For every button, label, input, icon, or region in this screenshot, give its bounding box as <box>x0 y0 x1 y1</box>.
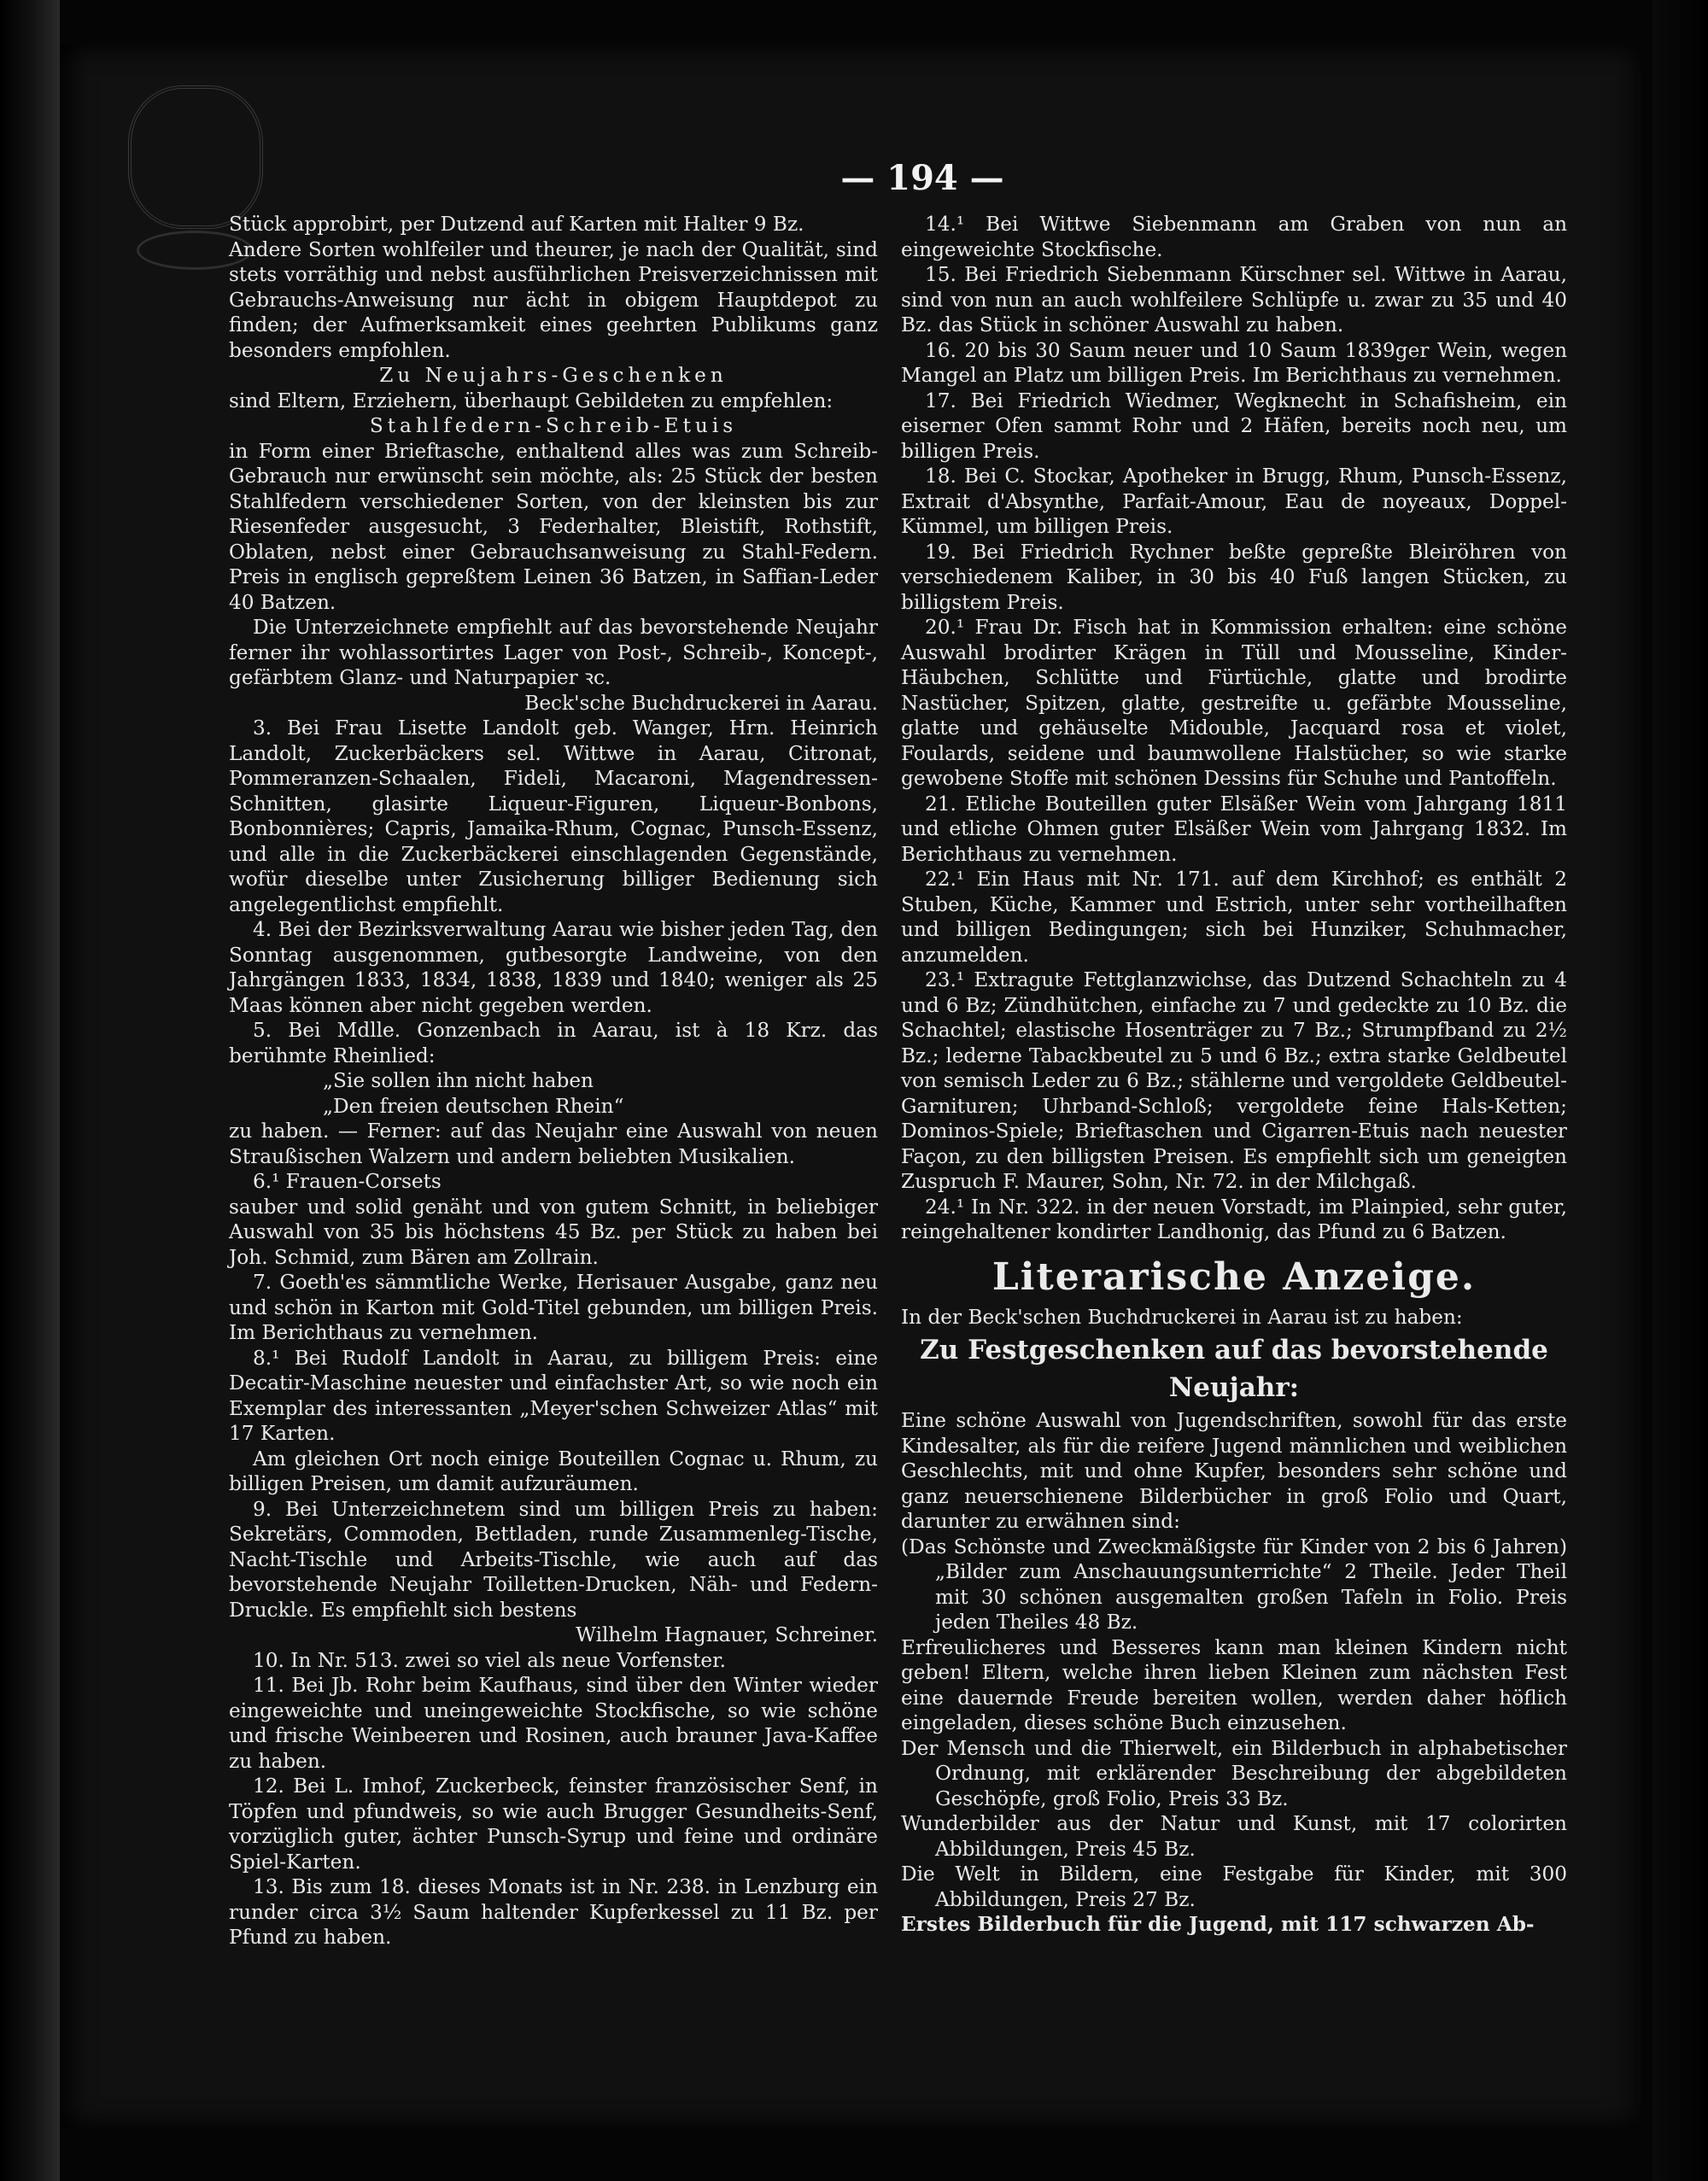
paragraph: sauber und solid genäht und von gutem Schnitt, in beliebiger Auswahl von 35 bis höchstens 45 Bz. per Stück zu haben bei Joh. Schmid, zum Bären am Zollrain. <box>229 1195 878 1269</box>
paragraph: 8.¹ Bei Rudolf Landolt in Aarau, zu billigem Preis: eine Decatir-Maschine neuester und einfachster Art, so wie noch ein Exemplar des interessanten „Meyer'schen Schweizer Atlas“ mit 17 Karten. <box>229 1346 878 1445</box>
paragraph: 12. Bei L. Imhof, Zuckerbeck, feinster französischer Senf, in Töpfen und pfundweis, so wie auch Brugger Gesundheits-Senf, vorzüglich guter, ächter Punsch-Syrup und feine und ordinäre Spiel-Karten. <box>229 1775 878 1874</box>
literary-intro: In der Beck'schen Buchdruckerei in Aarau ist zu haben: <box>901 1305 1463 1329</box>
paragraph: Beck'sche Buchdruckerei in Aarau. <box>524 691 878 715</box>
paragraph: 16. 20 bis 30 Saum neuer und 10 Saum 1839ger Wein, wegen Mangel an Platz um billigen Preis. Im Berichthaus zu vernehmen. <box>901 338 1567 387</box>
paragraph: 5. Bei Mdlle. Gonzenbach in Aarau, ist à 18 Krz. das berühmte Rheinlied: <box>229 1019 878 1067</box>
paragraph: zu haben. — Ferner: auf das Neujahr eine Auswahl von neuen Straußischen Walzern und andern beliebten Musikalien. <box>229 1120 878 1168</box>
page-number: — 194 — <box>840 158 1004 198</box>
paragraph: 9. Bei Unterzeichnetem sind um billigen Preis zu haben: Sekretärs, Commoden, Bettladen, runde Zusammenleg-Tische, Nacht-Tischle und Arbeits-Tischle, wie auch auf das bevorstehende Neujahr Toilletten-Drucken, Näh- und Federn-Druckle. Es empfiehlt sich bestens <box>229 1497 878 1622</box>
right-column <box>901 212 1567 1938</box>
paragraph: 6.¹ Frauen-Corsets <box>253 1170 442 1193</box>
paragraph: sind Eltern, Erziehern, überhaupt Gebildeten zu empfehlen: <box>229 389 834 412</box>
paragraph: 19. Bei Friedrich Rychner beßte gepreßte Bleiröhren von verschiedenem Kaliber, in 30 bis 40 Fuß langen Stücken, zu billigstem Preis. <box>901 540 1567 614</box>
paragraph: Stück approbirt, per Dutzend auf Karten mit Halter 9 Bz. <box>229 213 804 236</box>
paragraph: 18. Bei C. Stockar, Apotheker in Brugg, Rhum, Punsch-Essenz, Extrait d'Absynthe, Parfait-Amour, Eau de noyeaux, Doppel-Kümmel, um billigen Preis. <box>901 465 1567 538</box>
right-column-ads <box>901 212 1567 1245</box>
paragraph: 17. Bei Friedrich Wiedmer, Wegknecht in Schafisheim, ein eiserner Ofen sammt Rohr und 2 Häfen, bereits noch neu, um billigen Preis. <box>901 389 1567 463</box>
paragraph: 24.¹ In Nr. 322. in der neuen Vorstadt, im Plainpied, sehr guter, reingehaltener kondirter Landhonig, das Pfund zu 6 Batzen. <box>901 1195 1567 1243</box>
left-column <box>229 212 878 1950</box>
paragraph: 23.¹ Extragute Fettglanzwichse, das Dutzend Schachteln zu 4 und 6 Bz; Zündhütchen, einfache zu 7 und gedeckte zu 10 Bz. die Schachtel; elastische Hosenträger zu 7 Bz.; Strumpfband zu 2½ Bz.; lederne Tabackbeutel zu 5 und 6 Bz.; extra starke Geldbeutel von semisch Leder zu 6 Bz.; stählerne und vergoldete Geldbeutel-Garnituren; Uhrband-Schloß; vergoldete feine Hals-Ketten; Dominos-Spiele; Brieftaschen und Cigarren-Etuis nach neuester Façon, zu den billigsten Preisen. Es empfiehlt sich um geneigten Zuspruch F. Maurer, Sohn, Nr. 72. in der Milchgaß. <box>901 968 1567 1193</box>
literary-subheading: Zu Festgeschenken auf das bevorstehende Neujahr: <box>920 1335 1548 1403</box>
paragraph: Stahlfedern-Schreib-Etuis <box>369 414 738 437</box>
book-binding-edge <box>0 0 60 2181</box>
scan-right-margin <box>1652 0 1708 2181</box>
paragraph: 21. Etliche Bouteillen guter Elsäßer Wein vom Jahrgang 1811 und etliche Ohmen guter Elsäßer Wein vom Jahrgang 1832. Im Berichthaus zu vernehmen. <box>901 792 1567 866</box>
paragraph: Erfreulicheres und Besseres kann man kleinen Kindern nicht geben! Eltern, welche ihren lieben Kleinen zum nächsten Fest eine dauernde Freude bereiten wollen, werden daher höflich eingeladen, dieses schöne Buch einzusehen. <box>901 1635 1567 1734</box>
literary-items <box>901 1408 1567 1938</box>
paragraph: 15. Bei Friedrich Siebenmann Kürschner sel. Wittwe in Aarau, sind von nun an auch wohlfeilere Schlüpfe u. zwar zu 35 und 40 Bz. das Stück in schöner Auswahl zu haben. <box>901 263 1567 336</box>
paragraph: 4. Bei der Bezirksverwaltung Aarau wie bisher jeden Tag, den Sonntag ausgenommen, gutbesorgte Landweine, von den Jahrgängen 1833, 1834, 1838, 1839 und 1840; weniger als 25 Maas können aber nicht gegeben werden. <box>229 918 878 1017</box>
literary-heading: Literarische Anzeige. <box>991 1254 1477 1299</box>
paragraph: 10. In Nr. 513. zwei so viel als neue Vorfenster. <box>253 1648 727 1672</box>
paragraph: 11. Bei Jb. Rohr beim Kaufhaus, sind über den Winter wieder eingeweichte und uneingeweichte Stockfische, so wie schöne und frische Weinbeeren und Rosinen, auch brauner Java-Kaffee zu haben. <box>229 1674 878 1773</box>
paragraph: Wunderbilder aus der Natur und Kunst, mit 17 colorirten Abbildungen, Preis 45 Bz. <box>901 1812 1567 1861</box>
paragraph: „Sie sollen ihn nicht haben <box>323 1069 594 1092</box>
paragraph: 7. Goeth'es sämmtliche Werke, Herisauer Ausgabe, ganz neu und schön in Karton mit Gold-Titel gebunden, um billigen Preis. Im Berichthaus zu vernehmen. <box>229 1271 878 1344</box>
paragraph: Erstes Bilderbuch für die Jugend, mit 117 schwarzen Ab- <box>901 1913 1535 1936</box>
paragraph: Die Unterzeichnete empfiehlt auf das bevorstehende Neujahr ferner ihr wohlassortirtes Lager von Post-, Schreib-, Koncept-, gefärbtem Glanz- und Naturpapier ꝛc. <box>229 616 878 689</box>
paragraph: in Form einer Brieftasche, enthaltend alles was zum Schreib-Gebrauch nur erwünscht sein möchte, als: 25 Stück der besten Stahlfedern verschiedener Sorten, von der kleinsten bis zur Riesenfeder ausgesucht, 3 Federhalter, Bleistift, Rothstift, Oblaten, nebst einer Gebrauchsanweisung zu Stahl-Federn. Preis in englisch gepreßtem Leinen 36 Batzen, in Saffian-Leder 40 Batzen. <box>229 439 878 614</box>
paragraph: 13. Bis zum 18. dieses Monats ist in Nr. 238. in Lenzburg ein runder circa 3½ Saum haltender Kupferkessel zu 11 Bz. per Pfund zu haben. <box>229 1875 878 1949</box>
paragraph: 20.¹ Frau Dr. Fisch hat in Kommission erhalten: eine schöne Auswahl brodirter Krägen in Tüll und Mousseline, Kinder-Häubchen, Schlütte und Fürtüchle, glatte und brodirte Nastücher, Spitzen, glatte, gestreifte u. gefärbte Mousseline, glatte und gehäuselte Midouble, Jacquard rosa et violet, Foulards, seidene und baumwollene Halstücher, so wie starke gewobene Stoffe mit schönen Dessins für Schuhe und Pantoffeln. <box>901 616 1567 790</box>
paragraph: (Das Schönste und Zweckmäßigste für Kinder von 2 bis 6 Jahren) „Bilder zum Anschauungsunterrichte“ 2 Theile. Jeder Theil mit 30 schönen ausgemalten großen Tafeln in Folio. Preis jeden Theiles 48 Bz. <box>901 1535 1567 1634</box>
paragraph: „Den freien deutschen Rhein“ <box>323 1094 624 1118</box>
paragraph: 3. Bei Frau Lisette Landolt geb. Wanger, Hrn. Heinrich Landolt, Zuckerbäckers sel. Wittwe in Aarau, Citronat, Pommeranzen-Schaalen, Fideli, Macaroni, Magendressen-Schnitten, glasirte Liqueur-Figuren, Liqueur-Bonbons, Bonbonnières; Capris, Jamaika-Rhum, Cognac, Punsch-Essenz, und alle in die Zuckerbäckerei einschlagenden Gegenstände, wofür dieselbe unter Zusicherung billiger Bedienung sich angelegentlichst empfiehlt. <box>229 716 878 916</box>
paragraph: Die Welt in Bildern, eine Festgabe für Kinder, mit 300 Abbildungen, Preis 27 Bz. <box>901 1862 1567 1911</box>
paragraph: Am gleichen Ort noch einige Bouteillen Cognac u. Rhum, zu billigen Preisen, um damit aufzuräumen. <box>229 1447 878 1495</box>
paragraph: 22.¹ Ein Haus mit Nr. 171. auf dem Kirchhof; es enthält 2 Stuben, Küche, Kammer und Estrich, unter sehr vortheilhaften und billigen Bedingungen; sich bei Hunziker, Schuhmacher, anzumelden. <box>901 868 1567 967</box>
library-stamp-icon <box>128 85 263 229</box>
paragraph: 14.¹ Bei Wittwe Siebenmann am Graben von nun an eingeweichte Stockfische. <box>901 213 1567 261</box>
paragraph: Andere Sorten wohlfeiler und theurer, je nach der Qualität, sind stets vorräthig und nebst ausführlichen Preisverzeichnissen mit Gebrauchs-Anweisung nur ächt in obigem Hauptdepot zu finden; der Aufmerksamkeit eines geehrten Publikums ganz besonders empfohlen. <box>229 237 878 362</box>
paragraph: Eine schöne Auswahl von Jugendschriften, sowohl für das erste Kindesalter, als für die reifere Jugend männlichen und weiblichen Geschlechts, mit und ohne Kupfer, besonders sehr schöne und ganz neuerschienene Bilderbücher in groß Folio und Quart, darunter zu erwähnen sind: <box>901 1409 1567 1533</box>
paragraph: Wilhelm Hagnauer, Schreiner. <box>576 1623 878 1646</box>
paragraph: Zu Neujahrs-Geschenken <box>379 364 728 387</box>
paragraph: Der Mensch und die Thierwelt, ein Bilderbuch in alphabetischer Ordnung, mit erklärender Beschreibung der abgebildeten Geschöpfe, groß Folio, Preis 33 Bz. <box>901 1736 1567 1810</box>
